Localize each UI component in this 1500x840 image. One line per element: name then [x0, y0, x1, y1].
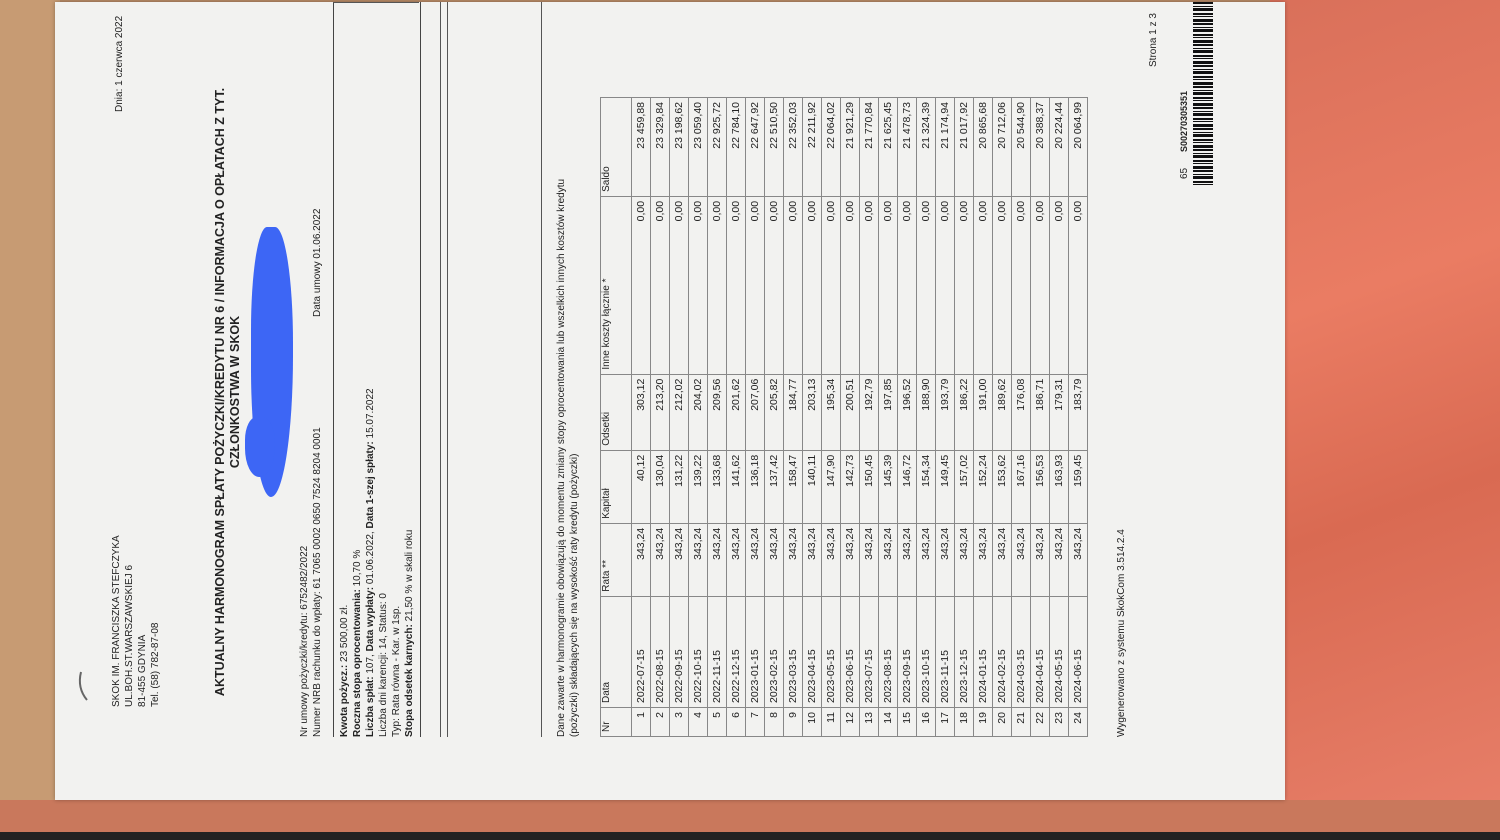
row-interest: 191,00 [974, 374, 993, 450]
row-interest: 176,08 [1012, 374, 1031, 450]
background-fabric [1270, 0, 1500, 840]
row-nr: 12 [841, 708, 860, 737]
row-principal: 163,93 [1050, 450, 1069, 523]
row-balance: 20 064,99 [1069, 98, 1088, 197]
org-line: UL.BOH.ST.WARSZAWSKIEJ 6 [124, 564, 135, 707]
barcode-bar [1193, 155, 1213, 158]
table-row [689, 98, 708, 737]
row-other-costs: 0,00 [879, 196, 898, 374]
row-installment: 343,24 [1031, 523, 1050, 596]
row-installment: 343,24 [670, 523, 689, 596]
row-nr: 10 [803, 708, 822, 737]
row-interest: 209,56 [708, 374, 727, 450]
row-interest: 183,79 [1069, 374, 1088, 450]
barcode-bar [1193, 132, 1213, 133]
row-other-costs: 0,00 [632, 196, 651, 374]
barcode-bar [1193, 40, 1213, 43]
row-balance: 23 198,62 [670, 98, 689, 197]
row-principal: 157,02 [955, 450, 974, 523]
background-left [0, 0, 60, 840]
column-header-nr: Nr [601, 708, 632, 737]
row-date: 2023-09-15 [898, 596, 917, 707]
row-installment: 343,24 [955, 523, 974, 596]
row-balance: 21 324,39 [917, 98, 936, 197]
type-line: Typ: Rata równa - Kar. w 1sp. [391, 605, 402, 737]
row-balance: 21 625,45 [879, 98, 898, 197]
row-date: 2022-08-15 [651, 596, 670, 707]
table-row [670, 98, 689, 737]
table-row [708, 98, 727, 737]
row-interest: 203,13 [803, 374, 822, 450]
note-line: Dane zawarte w harmonogramie obowiązują do momentu zmiany stopy oprocentowania lub wszelkich innych kosztów kredytu [556, 178, 567, 737]
row-balance: 20 865,68 [974, 98, 993, 197]
row-other-costs: 0,00 [860, 196, 879, 374]
section-divider [440, 2, 441, 737]
row-other-costs: 0,00 [651, 196, 670, 374]
column-header-balance: Saldo [601, 98, 632, 197]
row-nr: 18 [955, 708, 974, 737]
barcode-bar [1193, 107, 1213, 109]
row-principal: 137,42 [765, 450, 784, 523]
barcode-bar [1193, 153, 1213, 154]
table-row [632, 98, 651, 737]
row-principal: 149,45 [936, 450, 955, 523]
org-line: SKOK IM. FRANCISZKA STEFCZYKA [111, 535, 122, 707]
column-header-date: Data [601, 596, 632, 707]
barcode-bar [1193, 111, 1213, 112]
row-nr: 11 [822, 708, 841, 737]
penalty-rate-line: Stopa odsetek karnych: 21,50 % w skali roku [404, 529, 415, 737]
row-principal: 141,62 [727, 450, 746, 523]
row-date: 2023-12-15 [955, 596, 974, 707]
row-nr: 4 [689, 708, 708, 737]
barcode-bar [1193, 113, 1213, 116]
row-other-costs: 0,00 [822, 196, 841, 374]
row-balance: 21 770,84 [860, 98, 879, 197]
row-date: 2024-01-15 [974, 596, 993, 707]
row-balance: 20 544,90 [1012, 98, 1031, 197]
barcode-bar [1193, 55, 1213, 57]
table-row [898, 98, 917, 737]
row-other-costs: 0,00 [936, 196, 955, 374]
row-nr: 2 [651, 708, 670, 737]
column-header-interest: Odsetki [601, 374, 632, 450]
row-installment: 343,24 [860, 523, 879, 596]
row-interest: 188,90 [917, 374, 936, 450]
row-other-costs: 0,00 [803, 196, 822, 374]
row-date: 2024-03-15 [1012, 596, 1031, 707]
row-nr: 16 [917, 708, 936, 737]
row-balance: 22 064,02 [822, 98, 841, 197]
row-interest: 204,02 [689, 374, 708, 450]
row-other-costs: 0,00 [1069, 196, 1088, 374]
row-nr: 19 [974, 708, 993, 737]
row-other-costs: 0,00 [917, 196, 936, 374]
row-principal: 130,04 [651, 450, 670, 523]
barcode-bar [1193, 69, 1213, 70]
row-balance: 23 459,88 [632, 98, 651, 197]
row-principal: 40,12 [632, 450, 651, 523]
table-row [765, 98, 784, 737]
barcode-bar [1193, 34, 1213, 36]
barcode-bar [1193, 82, 1213, 85]
barcode-bar [1193, 71, 1213, 74]
barcode-bar [1193, 176, 1213, 179]
row-date: 2023-06-15 [841, 596, 860, 707]
row-principal: 153,62 [993, 450, 1012, 523]
row-date: 2022-10-15 [689, 596, 708, 707]
barcode-bar [1193, 6, 1213, 7]
loan-amount-line: Kwota pożycz.: 23 500,00 zł. [339, 604, 350, 737]
table-row [879, 98, 898, 737]
row-interest: 193,79 [936, 374, 955, 450]
row-interest: 213,20 [651, 374, 670, 450]
document-title [213, 72, 243, 712]
barcode-bar [1193, 86, 1213, 88]
row-interest: 195,34 [822, 374, 841, 450]
row-nr: 9 [784, 708, 803, 737]
row-installment: 343,24 [822, 523, 841, 596]
table-row [746, 98, 765, 737]
table-row [1069, 98, 1088, 737]
section-divider [541, 2, 542, 737]
row-nr: 15 [898, 708, 917, 737]
row-date: 2024-05-15 [1050, 596, 1069, 707]
org-line: 81-455 GDYNIA [137, 634, 148, 707]
row-balance: 22 784,10 [727, 98, 746, 197]
row-interest: 197,85 [879, 374, 898, 450]
row-principal: 145,39 [879, 450, 898, 523]
column-header-other-costs: Inne koszty łącznie * [601, 196, 632, 374]
barcode-bar [1193, 65, 1213, 67]
barcode-bar [1193, 19, 1213, 22]
row-other-costs: 0,00 [993, 196, 1012, 374]
row-nr: 13 [860, 708, 879, 737]
row-balance: 22 211,92 [803, 98, 822, 197]
loan-info-box [333, 2, 421, 737]
row-other-costs: 0,00 [898, 196, 917, 374]
barcode-bar [1193, 92, 1213, 95]
barcode-bar [1193, 139, 1213, 141]
row-date: 2022-09-15 [670, 596, 689, 707]
barcode-bar [1193, 145, 1213, 148]
barcode-bar [1193, 128, 1213, 130]
barcode-bar [1193, 124, 1213, 127]
row-installment: 343,24 [765, 523, 784, 596]
barcode-bar [1193, 13, 1213, 15]
row-interest: 201,62 [727, 374, 746, 450]
barcode-bar [1193, 90, 1213, 91]
barcode-bar [1193, 97, 1213, 99]
row-other-costs: 0,00 [974, 196, 993, 374]
row-other-costs: 0,00 [746, 196, 765, 374]
table-row [955, 98, 974, 737]
barcode-bar [1193, 166, 1213, 169]
table-row [974, 98, 993, 737]
row-installment: 343,24 [974, 523, 993, 596]
row-installment: 343,24 [993, 523, 1012, 596]
note-line: (pożyczki) składających się na wysokość raty kredytu (pożyczki) [569, 453, 580, 737]
row-principal: 150,45 [860, 450, 879, 523]
barcode-bar [1193, 118, 1213, 120]
row-installment: 343,24 [727, 523, 746, 596]
row-other-costs: 0,00 [1012, 196, 1031, 374]
row-interest: 184,77 [784, 374, 803, 450]
row-other-costs: 0,00 [1031, 196, 1050, 374]
row-interest: 207,06 [746, 374, 765, 450]
contract-date: Data umowy 01.06.2022 [312, 208, 323, 317]
barcode-bar [1193, 76, 1213, 78]
barcode-bar [1193, 181, 1213, 183]
row-principal: 147,90 [822, 450, 841, 523]
row-balance: 21 921,29 [841, 98, 860, 197]
barcode-bar [1193, 134, 1213, 137]
row-installment: 343,24 [803, 523, 822, 596]
column-header-installment: Rata ** [601, 523, 632, 596]
row-interest: 196,52 [898, 374, 917, 450]
barcode-icon [1193, 2, 1213, 187]
row-nr: 23 [1050, 708, 1069, 737]
row-interest: 212,02 [670, 374, 689, 450]
row-principal: 140,11 [803, 450, 822, 523]
row-balance: 20 388,37 [1031, 98, 1050, 197]
row-nr: 8 [765, 708, 784, 737]
row-balance: 22 352,03 [784, 98, 803, 197]
row-balance: 21 174,94 [936, 98, 955, 197]
row-other-costs: 0,00 [841, 196, 860, 374]
row-nr: 3 [670, 708, 689, 737]
org-block [110, 535, 162, 707]
row-balance: 20 224,44 [1050, 98, 1069, 197]
row-principal: 167,16 [1012, 450, 1031, 523]
barcode-bar [1193, 79, 1213, 80]
title-line: CZŁONKOSTWA W SKOK [228, 315, 242, 469]
barcode-bar [1193, 149, 1213, 151]
barcode-bar [1193, 103, 1213, 106]
row-interest: 189,62 [993, 374, 1012, 450]
row-principal: 154,34 [917, 450, 936, 523]
row-principal: 152,24 [974, 450, 993, 523]
barcode-bar [1193, 142, 1213, 143]
barcode-bar [1193, 48, 1213, 49]
contract-number: Nr umowy pożyczki/kredytu: 6752482/2022 [299, 545, 310, 737]
row-principal: 146,72 [898, 450, 917, 523]
row-balance: 22 925,72 [708, 98, 727, 197]
interest-rate-line: Roczna stopa oprocentowania: 10,70 % [352, 549, 363, 737]
table-row [651, 98, 670, 737]
row-installment: 343,24 [1050, 523, 1069, 596]
nrb-account: Numer NRB rachunku do wpłaty: 61 7065 0002 0650 7524 8204 0001 [312, 427, 323, 737]
pen-mark-icon [75, 666, 91, 702]
table-row [1031, 98, 1050, 737]
row-date: 2023-02-15 [765, 596, 784, 707]
table-row [841, 98, 860, 737]
footer-code: 65 [1179, 167, 1190, 179]
barcode-bar [1193, 27, 1213, 28]
barcode-bar [1193, 29, 1213, 32]
row-date: 2023-01-15 [746, 596, 765, 707]
row-interest: 303,12 [632, 374, 651, 450]
barcode-bar [1193, 37, 1213, 38]
row-principal: 131,22 [670, 450, 689, 523]
row-date: 2022-07-15 [632, 596, 651, 707]
document-date: Dnia: 1 czerwca 2022 [114, 15, 125, 112]
row-date: 2023-08-15 [879, 596, 898, 707]
barcode-bar [1193, 100, 1213, 101]
barcode-bar [1193, 184, 1213, 185]
row-nr: 20 [993, 708, 1012, 737]
barcode-bar [1193, 44, 1213, 46]
row-nr: 17 [936, 708, 955, 737]
barcode-bar [1193, 58, 1213, 59]
row-date: 2023-07-15 [860, 596, 879, 707]
payments-line: Liczba spłat: 107, Data wypłaty: 01.06.2022, Data 1-szej spłaty: 15.07.2022 [365, 388, 376, 737]
row-installment: 343,24 [879, 523, 898, 596]
row-nr: 14 [879, 708, 898, 737]
row-balance: 21 017,92 [955, 98, 974, 197]
barcode-bar [1193, 23, 1213, 25]
barcode-bar [1193, 50, 1213, 53]
barcode-bar [1193, 121, 1213, 122]
row-date: 2022-12-15 [727, 596, 746, 707]
section-divider [447, 2, 448, 737]
row-balance: 22 510,50 [765, 98, 784, 197]
row-balance: 23 059,40 [689, 98, 708, 197]
row-other-costs: 0,00 [784, 196, 803, 374]
column-header-principal: Kapitał [601, 450, 632, 523]
generated-by: Wygenerowano z systemu SkokCom 3.514.2.4 [1116, 529, 1127, 737]
row-interest: 179,31 [1050, 374, 1069, 450]
table-row [822, 98, 841, 737]
row-other-costs: 0,00 [727, 196, 746, 374]
barcode-number: S00270305351 [1179, 90, 1189, 152]
row-installment: 343,24 [1012, 523, 1031, 596]
document-page [55, 2, 1285, 800]
row-date: 2024-04-15 [1031, 596, 1050, 707]
row-date: 2022-11-15 [708, 596, 727, 707]
rotated-document [55, 2, 1275, 792]
row-principal: 139,22 [689, 450, 708, 523]
barcode-bar [1193, 8, 1213, 11]
row-interest: 186,22 [955, 374, 974, 450]
row-installment: 343,24 [651, 523, 670, 596]
barcode-bar [1193, 2, 1213, 4]
row-principal: 159,45 [1069, 450, 1088, 523]
barcode-bar [1193, 61, 1213, 64]
repayment-schedule-table [600, 97, 1088, 737]
row-other-costs: 0,00 [689, 196, 708, 374]
row-balance: 22 647,92 [746, 98, 765, 197]
row-nr: 22 [1031, 708, 1050, 737]
row-nr: 5 [708, 708, 727, 737]
row-installment: 343,24 [689, 523, 708, 596]
row-nr: 6 [727, 708, 746, 737]
grace-days-line: Liczba dni karencji: 14, Status: 0 [378, 593, 389, 737]
table-body [632, 98, 1088, 737]
row-other-costs: 0,00 [955, 196, 974, 374]
row-principal: 136,18 [746, 450, 765, 523]
table-row [1050, 98, 1069, 737]
barcode-bar [1193, 160, 1213, 162]
row-installment: 343,24 [1069, 523, 1088, 596]
barcode-bar [1193, 163, 1213, 164]
row-date: 2023-04-15 [803, 596, 822, 707]
row-nr: 7 [746, 708, 765, 737]
table-row [917, 98, 936, 737]
barcode-bar [1193, 174, 1213, 175]
row-installment: 343,24 [936, 523, 955, 596]
barcode-bar [1193, 170, 1213, 172]
row-principal: 142,73 [841, 450, 860, 523]
table-row [784, 98, 803, 737]
row-interest: 186,71 [1031, 374, 1050, 450]
row-nr: 21 [1012, 708, 1031, 737]
row-installment: 343,24 [841, 523, 860, 596]
row-other-costs: 0,00 [670, 196, 689, 374]
row-interest: 192,79 [860, 374, 879, 450]
row-other-costs: 0,00 [708, 196, 727, 374]
row-date: 2023-03-15 [784, 596, 803, 707]
row-date: 2023-10-15 [917, 596, 936, 707]
row-principal: 133,68 [708, 450, 727, 523]
row-balance: 20 712,06 [993, 98, 1012, 197]
box-right-line [333, 2, 419, 3]
row-date: 2024-06-15 [1069, 596, 1088, 707]
row-balance: 21 478,73 [898, 98, 917, 197]
title-line: AKTUALNY HARMONOGRAM SPŁATY POŻYCZKI/KREDYTU NR 6 / INFORMACJA O OPŁATACH Z TYT. [213, 87, 227, 697]
row-principal: 158,47 [784, 450, 803, 523]
row-date: 2024-02-15 [993, 596, 1012, 707]
row-nr: 1 [632, 708, 651, 737]
row-date: 2023-05-15 [822, 596, 841, 707]
row-installment: 343,24 [746, 523, 765, 596]
screen-edge [0, 832, 1500, 840]
page-number: Strona 1 z 3 [1148, 13, 1159, 67]
table-row [727, 98, 746, 737]
row-date: 2023-11-15 [936, 596, 955, 707]
row-balance: 23 329,84 [651, 98, 670, 197]
row-other-costs: 0,00 [765, 196, 784, 374]
row-interest: 205,82 [765, 374, 784, 450]
table-row [860, 98, 879, 737]
barcode-bar [1193, 16, 1213, 17]
row-installment: 343,24 [898, 523, 917, 596]
row-installment: 343,24 [632, 523, 651, 596]
table-header-row [601, 98, 632, 737]
row-interest: 200,51 [841, 374, 860, 450]
schedule-note [555, 179, 581, 737]
table-row [1012, 98, 1031, 737]
row-installment: 343,24 [784, 523, 803, 596]
row-installment: 343,24 [708, 523, 727, 596]
row-other-costs: 0,00 [1050, 196, 1069, 374]
org-line: Tel. (58) 782-87-08 [150, 622, 161, 707]
row-principal: 156,53 [1031, 450, 1050, 523]
row-installment: 343,24 [917, 523, 936, 596]
table-row [803, 98, 822, 737]
row-nr: 24 [1069, 708, 1088, 737]
table-row [993, 98, 1012, 737]
table-row [936, 98, 955, 737]
